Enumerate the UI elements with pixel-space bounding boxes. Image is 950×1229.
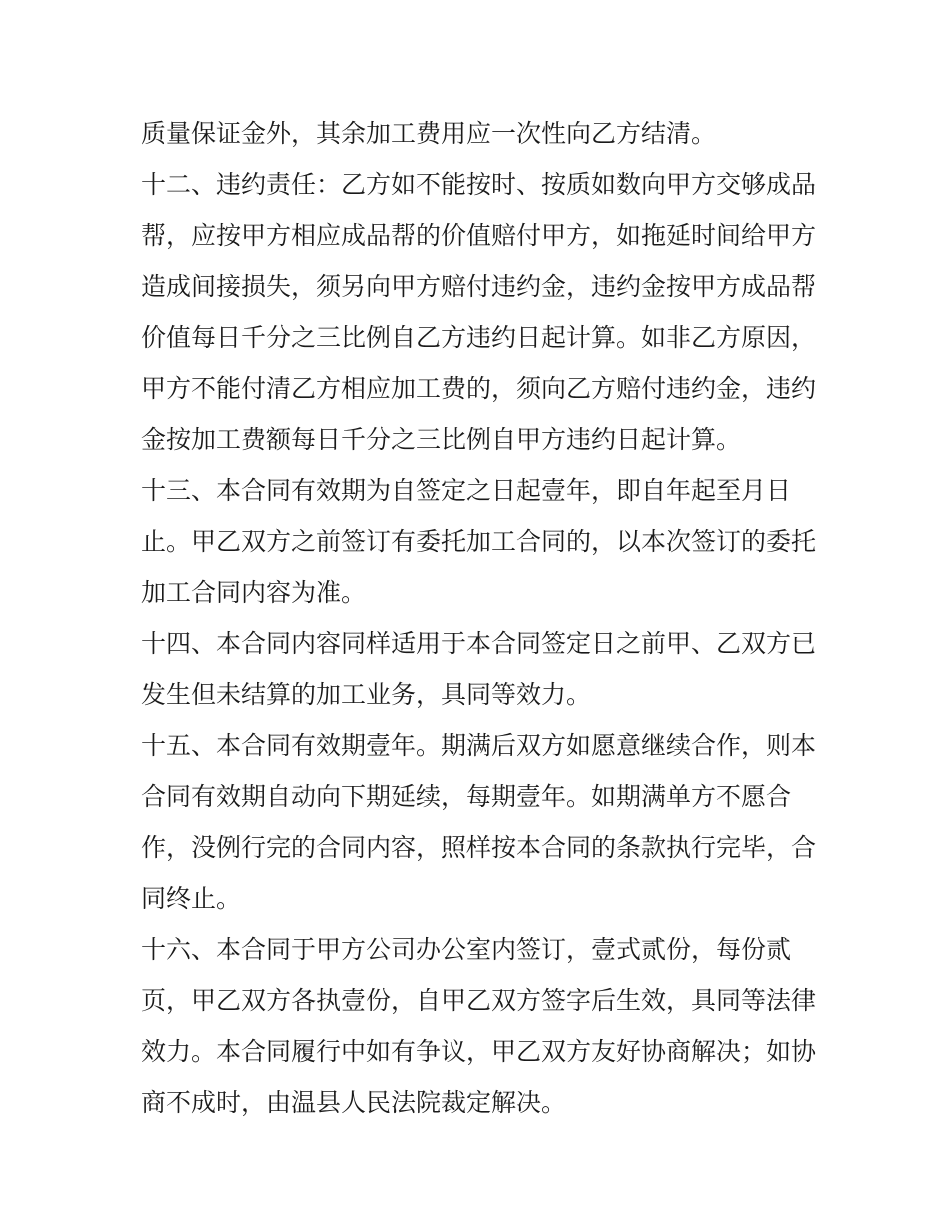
text-line: 加工合同内容为准。 (141, 578, 367, 607)
text-line: 止。甲乙双方之前签订有委托加工合同的，以本次签订的委托 (141, 527, 817, 556)
text-line: 页，甲乙双方各执壹份，自甲乙双方签字后生效，具同等法律 (141, 986, 817, 1015)
text-line: 十六、本合同于甲方公司办公室内签订，壹式贰份，每份贰 (141, 935, 792, 964)
text-line: 十四、本合同内容同样适用于本合同签定日之前甲、乙双方已 (141, 629, 817, 658)
document-body (141, 108, 817, 1128)
text-line: 同终止。 (141, 884, 242, 913)
text-line: 合同有效期自动向下期延续，每期壹年。如期满单方不愿合 (141, 782, 792, 811)
text-line: 效力。本合同履行中如有争议，甲乙双方友好协商解决；如协 (141, 1037, 817, 1066)
text-line: 质量保证金外，其余加工费用应一次性向乙方结清。 (141, 119, 717, 148)
text-line: 十二、违约责任：乙方如不能按时、按质如数向甲方交够成品 (141, 170, 817, 199)
text-line: 发生但未结算的加工业务，具同等效力。 (141, 680, 592, 709)
text-line: 甲方不能付清乙方相应加工费的，须向乙方赔付违约金，违约 (141, 374, 817, 403)
text-line: 商不成时，由温县人民法院裁定解决。 (141, 1088, 567, 1117)
text-line: 帮，应按甲方相应成品帮的价值赔付甲方，如拖延时间给甲方 (141, 221, 817, 250)
text-line: 价值每日千分之三比例自乙方违约日起计算。如非乙方原因， (141, 323, 817, 352)
text-line: 造成间接损失，须另向甲方赔付违约金，违约金按甲方成品帮 (141, 272, 817, 301)
text-line: 金按加工费额每日千分之三比例自甲方违约日起计算。 (141, 425, 742, 454)
text-line: 十三、本合同有效期为自签定之日起壹年，即自年起至月日 (141, 476, 792, 505)
text-line: 十五、本合同有效期壹年。期满后双方如愿意继续合作，则本 (141, 731, 817, 760)
text-line: 作，没例行完的合同内容，照样按本合同的条款执行完毕，合 (141, 833, 817, 862)
